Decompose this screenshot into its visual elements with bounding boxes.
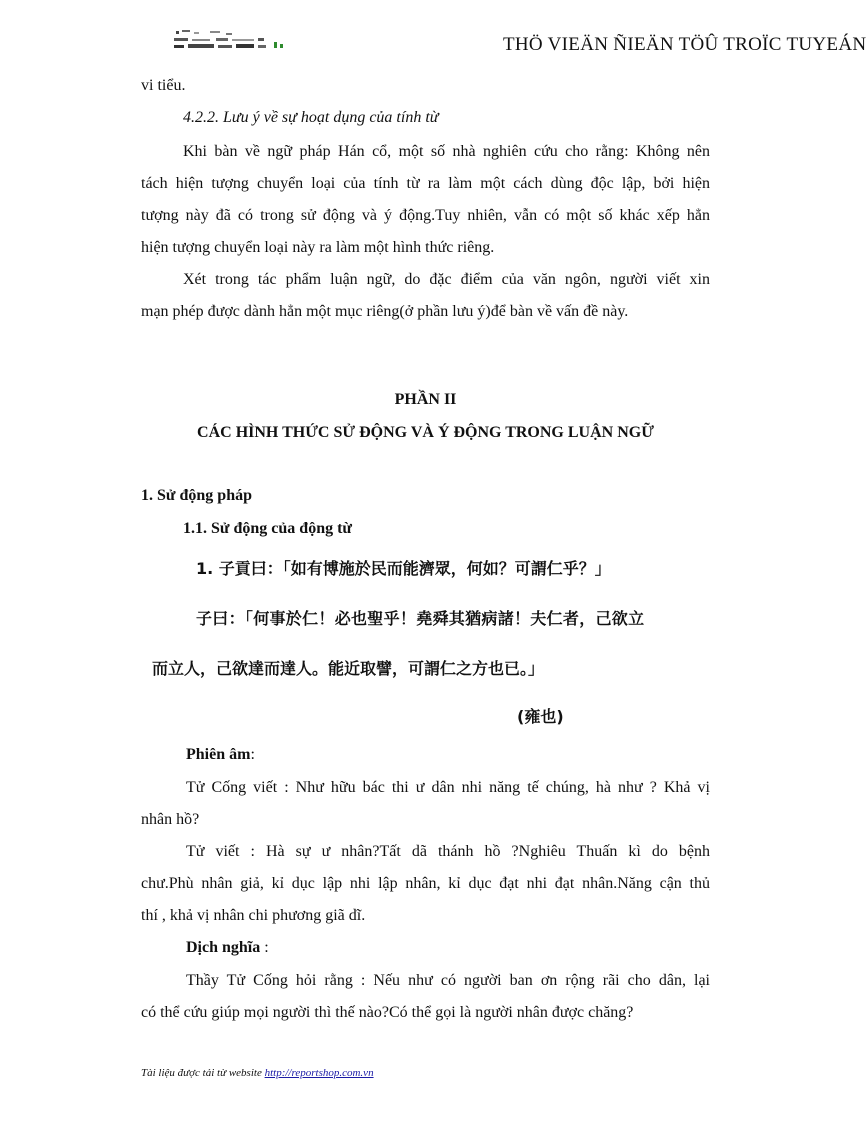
paragraph-1-line-3: tượng này đã có trong sử động và ý động.Tuy nhiên, vẫn có một số khác xếp hẳn <box>141 207 710 224</box>
phien-am-2-line-1: Tử viết : Hà sự ư nhân?Tất dã thánh hồ ?Nghiêu Thuấn kì do bệnh <box>186 843 710 860</box>
part-title: PHẦN II <box>394 391 457 408</box>
paragraph-1-line-1: Khi bàn về ngữ pháp Hán cổ, một số nhà nghiên cứu cho rằng: Không nên <box>183 143 710 160</box>
phien-am-2-line-3: thí , khả vị nhân chi phương giã dĩ. <box>141 907 366 924</box>
site-logo <box>170 28 290 52</box>
phien-am-1-line-2: nhân hồ? <box>141 811 200 828</box>
heading-su-dong-phap: 1. Sử động pháp <box>141 487 252 504</box>
phien-am-label: Phiên âm <box>186 746 251 763</box>
part-subtitle: CÁC HÌNH THỨC SỬ ĐỘNG VÀ Ý ĐỘNG TRONG LUẬN NGỮ <box>197 424 654 441</box>
paragraph-1-line-2: tách hiện tượng chuyển loại của tính từ ra làm một cách dùng độc lập, bởi hiện <box>141 175 710 192</box>
dich-nghia-colon: : <box>260 939 269 956</box>
line-vi-tieu: vi tiểu. <box>141 77 186 94</box>
phien-am-colon: : <box>250 746 255 763</box>
quote-source: (雍也) <box>517 707 564 726</box>
paragraph-1-line-4: hiện tượng chuyển loại này ra làm một hình thức riêng. <box>141 239 495 256</box>
dich-nghia-heading <box>186 932 269 964</box>
phien-am-heading <box>186 739 255 771</box>
header-title: THÖ VIEÄN ÑIEÄN TÖÛ TROÏC TUYEÁN <box>503 34 866 55</box>
paragraph-2-line-2: mạn phép được dành hẳn một mục riêng(ở phần lưu ý)để bàn về vấn đề này. <box>141 303 629 320</box>
chinese-quote-line-2: 子曰：「何事於仁！必也聖乎！堯舜其猶病諸！夫仁者，己欲立 <box>196 609 645 628</box>
dich-nghia-line-2: có thể cứu giúp mọi người thì thế nào?Có thể gọi là người nhân được chăng? <box>141 1004 634 1021</box>
heading-su-dong-dong-tu: 1.1. Sử động của động từ <box>183 520 353 537</box>
phien-am-2-line-2: chư.Phù nhân giả, kỉ dục lập nhi lập nhân, kỉ dục đạt nhi đạt nhân.Năng cận thủ <box>141 875 710 892</box>
dich-nghia-label: Dịch nghĩa <box>186 939 261 956</box>
phien-am-1-line-1: Tử Cống viết : Như hữu bác thi ư dân nhi năng tế chúng, hà như ? Khả vị <box>186 779 710 796</box>
chinese-quote-line-1: 1. 子貢曰：「如有博施於民而能濟眾，何如？可謂仁乎？」 <box>196 559 611 578</box>
chinese-quote-line-3: 而立人，己欲達而達人。能近取譬，可謂仁之方也已。」 <box>152 659 545 678</box>
paragraph-2-line-1: Xét trong tác phẩm luận ngữ, do đặc điểm của văn ngôn, người viết xin <box>183 271 710 288</box>
footer <box>141 1067 374 1079</box>
footer-prefix: Tài liệu được tải từ website <box>141 1067 265 1079</box>
section-heading: 4.2.2. Lưu ý về sự hoạt dụng của tính từ <box>183 109 439 126</box>
dich-nghia-line-1: Thầy Tử Cống hỏi rằng : Nếu như có người ban ơn rộng rãi cho dân, lại <box>186 972 710 989</box>
footer-link[interactable]: http://reportshop.com.vn <box>264 1067 374 1079</box>
